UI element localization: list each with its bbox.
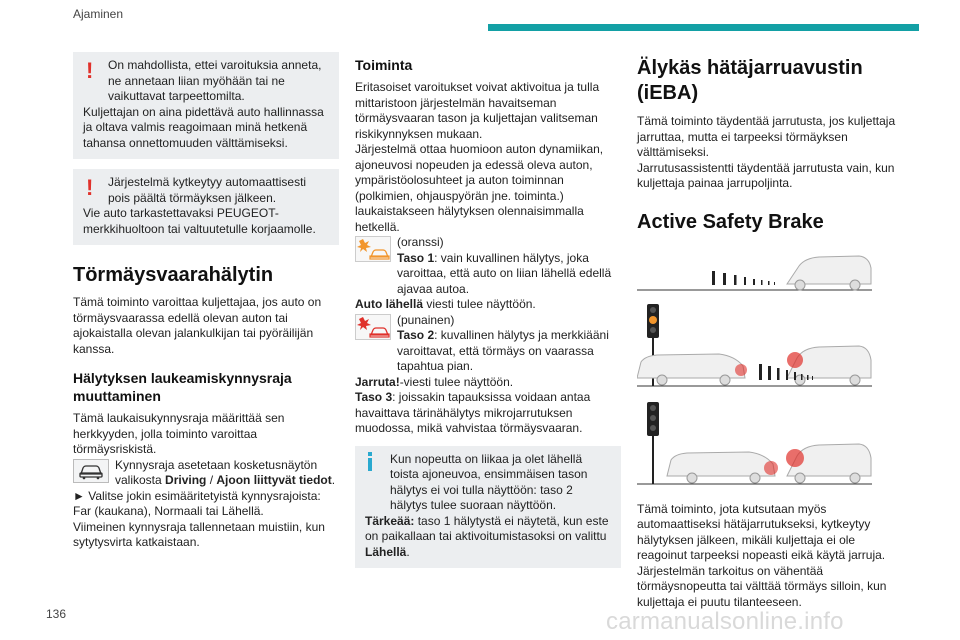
info-text-1: Kun nopeutta on liikaa ja olet lähellä toista ajoneuvoa, ensimmäisen tason hälytys ei voi tulla näyttöön: taso 2 hälytys tulee suoraan näyttöön. [390,451,588,512]
section-bar [488,24,919,31]
level-1-text: Taso 1: vain kuvallinen hälytys, joka varoittaa, että auto on liian lähellä edellä ajavaa autoa. [397,250,612,296]
operation-text-1: Eritasoiset varoitukset voivat aktivoitua ja tulla mittaristoon järjestelmän havaitseman törmäysvaaran tason ja kuljettajan valitseman riskikynnyksen mukaan. [355,80,600,141]
warning-2-text-2: Vie auto tarkastettavaksi PEUGEOT-merkkihuoltoon tai valtuutetulle korjaamolle. [83,206,316,236]
level-2-message: Jarruta!-viesti tulee näyttöön. [355,374,514,389]
threshold-text-1: Tämä laukaisukynnysraja määrittää sen herkkyyden, jolla toiminto varoittaa törmäysriskistä. [73,411,285,456]
column-3 [637,56,907,610]
heading-operation: Toiminta [355,57,413,73]
safety-brake-illustration [637,244,872,488]
warning-box-2 [73,169,339,245]
warning-2-text-1: Järjestelmä kytkeytyy automaattisesti pois päältä törmäyksen jälkeen. [108,175,307,205]
heading-collision-warning: Törmäysvaarahälytin [73,264,274,286]
info-text-2: Tärkeää: taso 1 hälytystä ei näytetä, kun este on paikallaan tai aktivoitumistasoksi on valittu Lähellä. [365,513,609,559]
column-2 [355,56,621,568]
ieba-text-1: Tämä toiminto täydentää jarrutusta, jos kuljettaja jarruttaa, mutta ei tarpeeksi törmäyksen välttämiseksi. [637,114,896,159]
orange-collision-alert-icon [355,236,391,260]
column-1 [73,52,339,551]
level-2-alert [355,313,621,375]
threshold-text-4: Viimeinen kynnysraja tallennetaan muistiin, kun sytytysvirta katkaistaan. [73,519,325,549]
warning-icon: ! [86,175,94,200]
heading-ieba: Älykäs hätäjarruavustin (iEBA) [637,57,863,104]
level-2-text: Taso 2: kuvallinen hälytys ja merkkiääni varoittavat, että törmäys on vaarassa tapahtua pian. [397,328,609,373]
level-1-color: (oranssi) [397,235,444,249]
info-box [355,446,621,569]
level-1-alert [355,235,621,297]
illustration-stage-1 [637,244,872,292]
level-3-text: Taso 3: joissakin tapauksissa voidaan antaa havaittava tärinähälytys mikrojarrutuksen muodossa, mikä vahvistaa törmäysvaaran. [355,390,591,435]
asb-text-2: Järjestelmän tarkoitus on vähentää törmäysnopeutta tai välttää törmäys silloin, kun kuljettaja ei puutu tilanteeseen. [637,563,887,609]
heading-active-safety-brake: Active Safety Brake [637,210,824,233]
illustration-stage-2 [637,302,872,390]
warning-box-1 [73,52,339,159]
level-1-message: Auto lähellä viesti tulee näyttöön. [355,297,536,311]
page-number: 136 [46,607,67,621]
info-icon [368,452,372,470]
warning-1-text-2: Kuljettajan on aina pidettävä auto hallinnassa ja oltava valmis reagoimaan minä hetkenä tahansa onnettomuuden välttämiseksi. [83,104,324,150]
section-label: Ajaminen [73,7,124,21]
watermark: carmanualsonline.info [606,608,844,635]
collision-warning-intro: Tämä toiminto varoittaa kuljettajaa, jos auto on törmäysvaarassa edellä olevan auton tai ajokaistalla olevan jalankulkijan tai pyöräilijän kanssa. [73,295,322,356]
threshold-setting [73,458,339,489]
asb-text-1: Tämä toiminto, jota kutsutaan myös automaattiseksi hätäjarrutukseksi, kytkeytyy hälytyksen jälkeen, mikäli kuljettaja ei ole reagoinut tarpeeksi nopeasti eikä käytä jarruja. [637,501,886,562]
ieba-text-2: Jarrutusassistentti täydentää jarrutusta vain, kun kuljettaja painaa jarrupoljinta. [637,160,895,190]
warning-icon: ! [86,58,94,83]
red-collision-alert-icon [355,314,391,338]
illustration-stage-3 [637,400,872,488]
warning-1-text-1: On mahdollista, ettei varoituksia anneta, ne annetaan liian myöhään tai ne vaikuttavat tarpeettomilta. [108,58,322,103]
operation-text-2: Järjestelmä ottaa huomioon auton dynamiikan, ajoneuvosi nopeuden ja edessä oleva auton, ympäristöolosuhteet ja auton toiminnan (polkimien, ohjauspyörän jne. toiminta.) laukaistakseen hälytyksen olennaisimmalla hetkellä. [355,142,604,234]
threshold-text-2: Kynnysraja asetetaan kosketusnäytön valikosta Driving / Ajoon liittyvät tiedot. [115,457,336,487]
level-2-color: (punainen) [397,312,455,327]
car-settings-icon [73,459,109,483]
subheading-threshold: Hälytyksen laukeamiskynnysraja muuttaminen [73,370,292,404]
threshold-text-3: ► Valitse jokin esimääritetyistä kynnysrajoista: Far (kaukana), Normaali tai Lähellä. [73,488,321,518]
